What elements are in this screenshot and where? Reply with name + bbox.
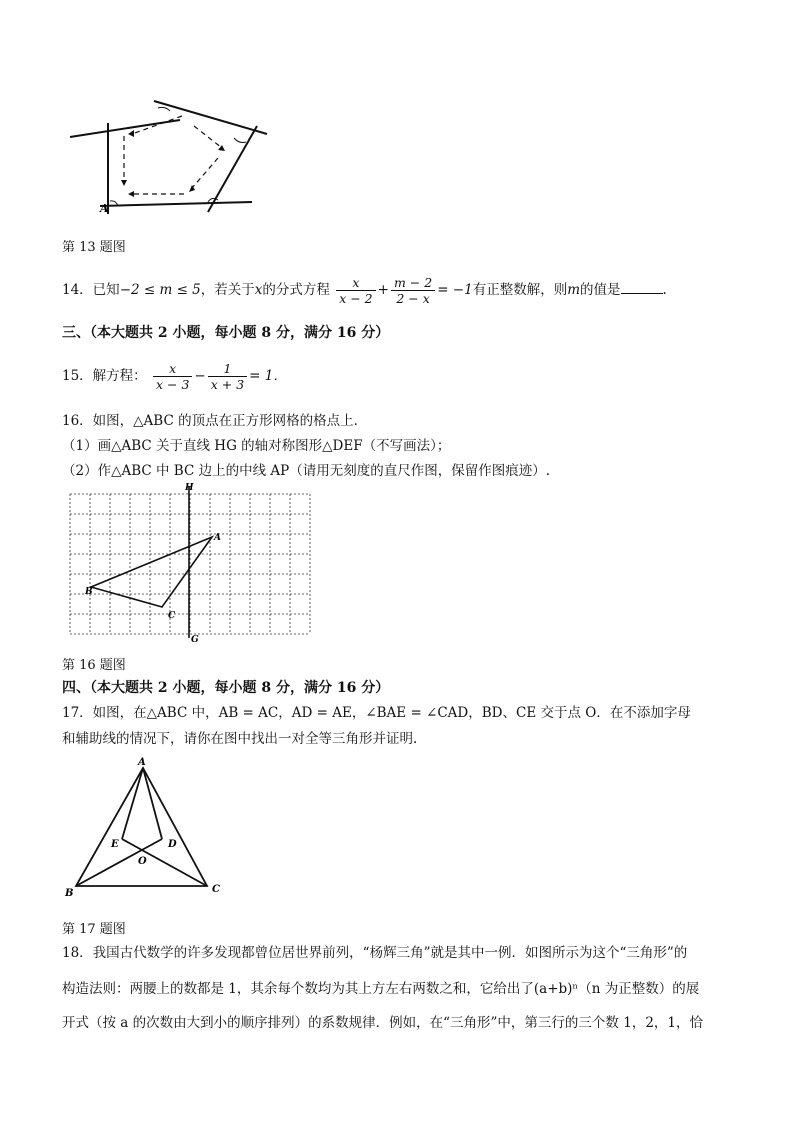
- q14-equals: = −1: [437, 282, 473, 298]
- q14-condition: −2 ≤ m ≤ 5: [119, 282, 201, 298]
- q15-equals: = 1．: [249, 368, 287, 384]
- q14-plus: +: [377, 282, 389, 298]
- q15-minus: −: [194, 368, 206, 384]
- fig16-caption: 第 16 题图: [62, 658, 126, 673]
- section-3-heading: 三、（本大题共 2 小题，每小题 8 分，满分 16 分）: [62, 325, 390, 341]
- q14-f2-numerator: m − 2: [391, 275, 435, 291]
- q14-prefix: 14．已知: [62, 282, 120, 298]
- q18-line-3: 开式（按 a 的次数由大到小的顺序排列）的系数规律．例如，在“三角形”中，第三行的三个数 1，2，1，恰: [62, 1015, 703, 1031]
- q17-line-2: 和辅助线的情况下，请你在图中找出一对全等三角形并证明.: [62, 731, 418, 747]
- answer-blank: [621, 281, 663, 294]
- q14-end: .: [662, 282, 667, 298]
- q15-f1-numerator: x: [153, 361, 192, 377]
- q14-mid: ，若关于: [200, 282, 255, 298]
- label-g: G: [191, 635, 199, 645]
- q18-line-2: 构造法则：两腰上的数都是 1，其余每个数均为其上方左右两数之和，它给出了(a+b)ⁿ（n 为正整数）的展: [62, 981, 700, 997]
- q14-f2-denominator: 2 − x: [396, 291, 430, 306]
- figure-17: [62, 756, 232, 904]
- q18-line-1: 18．我国古代数学的许多发现都曾位居世界前列，“杨辉三角”就是其中一例．如图所示为这个“三角形”的: [62, 945, 688, 961]
- fig13-label-a: A: [100, 202, 109, 215]
- label-c: C: [168, 611, 176, 621]
- q14-var: x: [254, 282, 263, 298]
- q15-prefix: 15．解方程：: [62, 368, 147, 384]
- q14-tail: 有正整数解，则: [472, 282, 568, 298]
- label-e-17: E: [111, 839, 119, 850]
- label-d-17: D: [168, 839, 177, 850]
- q16-line-3: （2）作△ABC 中 BC 边上的中线 AP（请用无刻度的直尺作图，保留作图痕迹）.: [62, 463, 551, 479]
- fig17-caption: 第 17 题图: [62, 922, 126, 937]
- label-o-17: O: [138, 856, 147, 867]
- q14-tail2: 的值是: [580, 282, 621, 298]
- q15-f2-numerator: 1: [208, 361, 247, 377]
- figure-13: [62, 96, 272, 216]
- label-h: H: [185, 483, 194, 493]
- question-14: [62, 270, 667, 310]
- label-b-17: B: [65, 888, 74, 899]
- q15-fraction-2: [208, 361, 247, 392]
- q14-var2: m: [567, 282, 581, 298]
- label-a: A: [214, 533, 221, 543]
- label-b: B: [85, 587, 93, 597]
- q15-fraction-1: [153, 361, 192, 392]
- label-a-17: A: [138, 757, 146, 768]
- section-4-heading: 四、（本大题共 2 小题，每小题 8 分，满分 16 分）: [62, 680, 390, 696]
- q14-f1-numerator: x: [336, 275, 375, 291]
- q16-line-1: 16．如图，△ABC 的顶点在正方形网格的格点上．: [62, 413, 368, 429]
- question-15: [62, 356, 287, 396]
- q14-f1-denominator: x − 2: [339, 291, 373, 306]
- q15-f1-denominator: x − 3: [155, 377, 190, 392]
- q15-f2-denominator: x + 3: [210, 377, 245, 392]
- figure-16-grid: [62, 480, 320, 645]
- label-c-17: C: [212, 884, 220, 895]
- fig13-caption: 第 13 题图: [62, 240, 126, 255]
- q16-line-2: （1）画△ABC 关于直线 HG 的轴对称图形△DEF（不写画法）；: [62, 438, 451, 454]
- q14-fraction-2: [391, 275, 435, 306]
- q14-mid2: 的分式方程: [262, 282, 330, 298]
- q17-line-1: 17．如图，在△ABC 中，AB = AC，AD = AE，∠BAE = ∠CAD，BD、CE 交于点 O．在不添加字母: [62, 705, 691, 721]
- q14-fraction-1: [336, 275, 375, 306]
